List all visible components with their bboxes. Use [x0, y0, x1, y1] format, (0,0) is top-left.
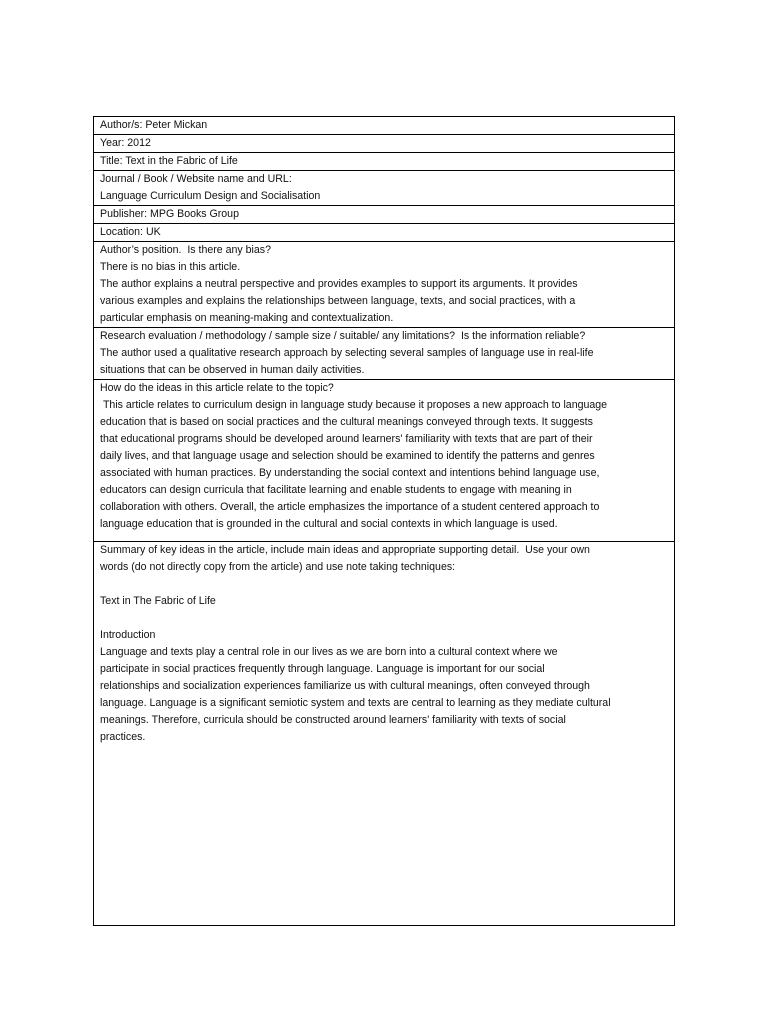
- summary-prompt-line: Summary of key ideas in the article, include main ideas and appropriate supporting detail. Use your own: [100, 544, 590, 556]
- publisher-field: Publisher: MPG Books Group: [100, 208, 239, 220]
- research-answer-line: situations that can be observed in human daily activities.: [100, 364, 365, 376]
- summary-body-line: Language and texts play a central role in our lives as we are born into a cultural context where we: [100, 646, 558, 658]
- summary-body-line: relationships and socialization experiences familiarize us with cultural meanings, often conveyed through: [100, 680, 590, 692]
- summary-body-line: participate in social practices frequently through language. Language is important for our social: [100, 663, 545, 675]
- relation-answer-line: educators can design curricula that facilitate learning and enable students to engage with meaning in: [100, 484, 572, 496]
- relation-answer-line: education that is based on social practices and the cultural meanings conveyed through texts. It suggests: [100, 416, 593, 428]
- journal-row: [94, 171, 674, 206]
- spacer: [100, 576, 668, 593]
- location-row: [94, 224, 674, 242]
- relation-answer-line: daily lives, and that language usage and selection should be examined to identify the patterns and genres: [100, 450, 595, 462]
- relation-answer-line: that educational programs should be developed around learners' familiarity with texts that are part of their: [100, 433, 593, 445]
- summary-row: [94, 542, 674, 925]
- summary-body-line: meanings. Therefore, curricula should be constructed around learners' familiarity with texts of social: [100, 714, 566, 726]
- research-answer-line: The author used a qualitative research approach by selecting several samples of language use in real-life: [100, 347, 594, 359]
- position-answer-line: The author explains a neutral perspective and provides examples to support its arguments. It provides: [100, 278, 578, 290]
- publisher-row: [94, 206, 674, 224]
- location-field: Location: UK: [100, 226, 161, 238]
- summary-body-line: practices.: [100, 731, 146, 743]
- title-row: [94, 153, 674, 171]
- research-row: [94, 328, 674, 380]
- author-field: Author/s: Peter Mickan: [100, 119, 208, 131]
- summary-prompt-line: words (do not directly copy from the article) and use note taking techniques:: [100, 561, 456, 573]
- journal-label: Journal / Book / Website name and URL:: [100, 173, 292, 185]
- year-row: [94, 135, 674, 153]
- relation-answer-line: collaboration with others. Overall, the article emphasizes the importance of a student centered approach to: [100, 501, 600, 513]
- relation-answer-line: language education that is grounded in the cultural and social contexts in which language is used.: [100, 518, 558, 530]
- year-field: Year: 2012: [100, 137, 151, 149]
- research-question: Research evaluation / methodology / sample size / suitable/ any limitations? Is the information reliable?: [100, 330, 586, 342]
- position-row: [94, 242, 674, 328]
- summary-subheading: Introduction: [100, 629, 156, 641]
- summary-heading: Text in The Fabric of Life: [100, 595, 216, 607]
- relation-answer-line: This article relates to curriculum design in language study because it proposes a new approach to language: [100, 399, 608, 411]
- summary-body-line: language. Language is a significant semiotic system and texts are central to learning as they mediate cultural: [100, 697, 611, 709]
- research-notes-table: [93, 116, 675, 926]
- relation-question: How do the ideas in this article relate to the topic?: [100, 382, 334, 394]
- position-answer-line: There is no bias in this article.: [100, 261, 241, 273]
- position-answer-line: various examples and explains the relationships between language, texts, and social practices, with a: [100, 295, 576, 307]
- position-answer-line: particular emphasis on meaning-making and contextualization.: [100, 312, 394, 324]
- spacer: [100, 610, 668, 627]
- journal-value: Language Curriculum Design and Socialisation: [100, 190, 321, 202]
- author-row: [94, 117, 674, 135]
- position-question: Author’s position. Is there any bias?: [100, 244, 271, 256]
- relation-answer-line: associated with human practices. By understanding the social context and intentions behind language use,: [100, 467, 600, 479]
- title-field: Title: Text in the Fabric of Life: [100, 155, 238, 167]
- relation-row: [94, 380, 674, 542]
